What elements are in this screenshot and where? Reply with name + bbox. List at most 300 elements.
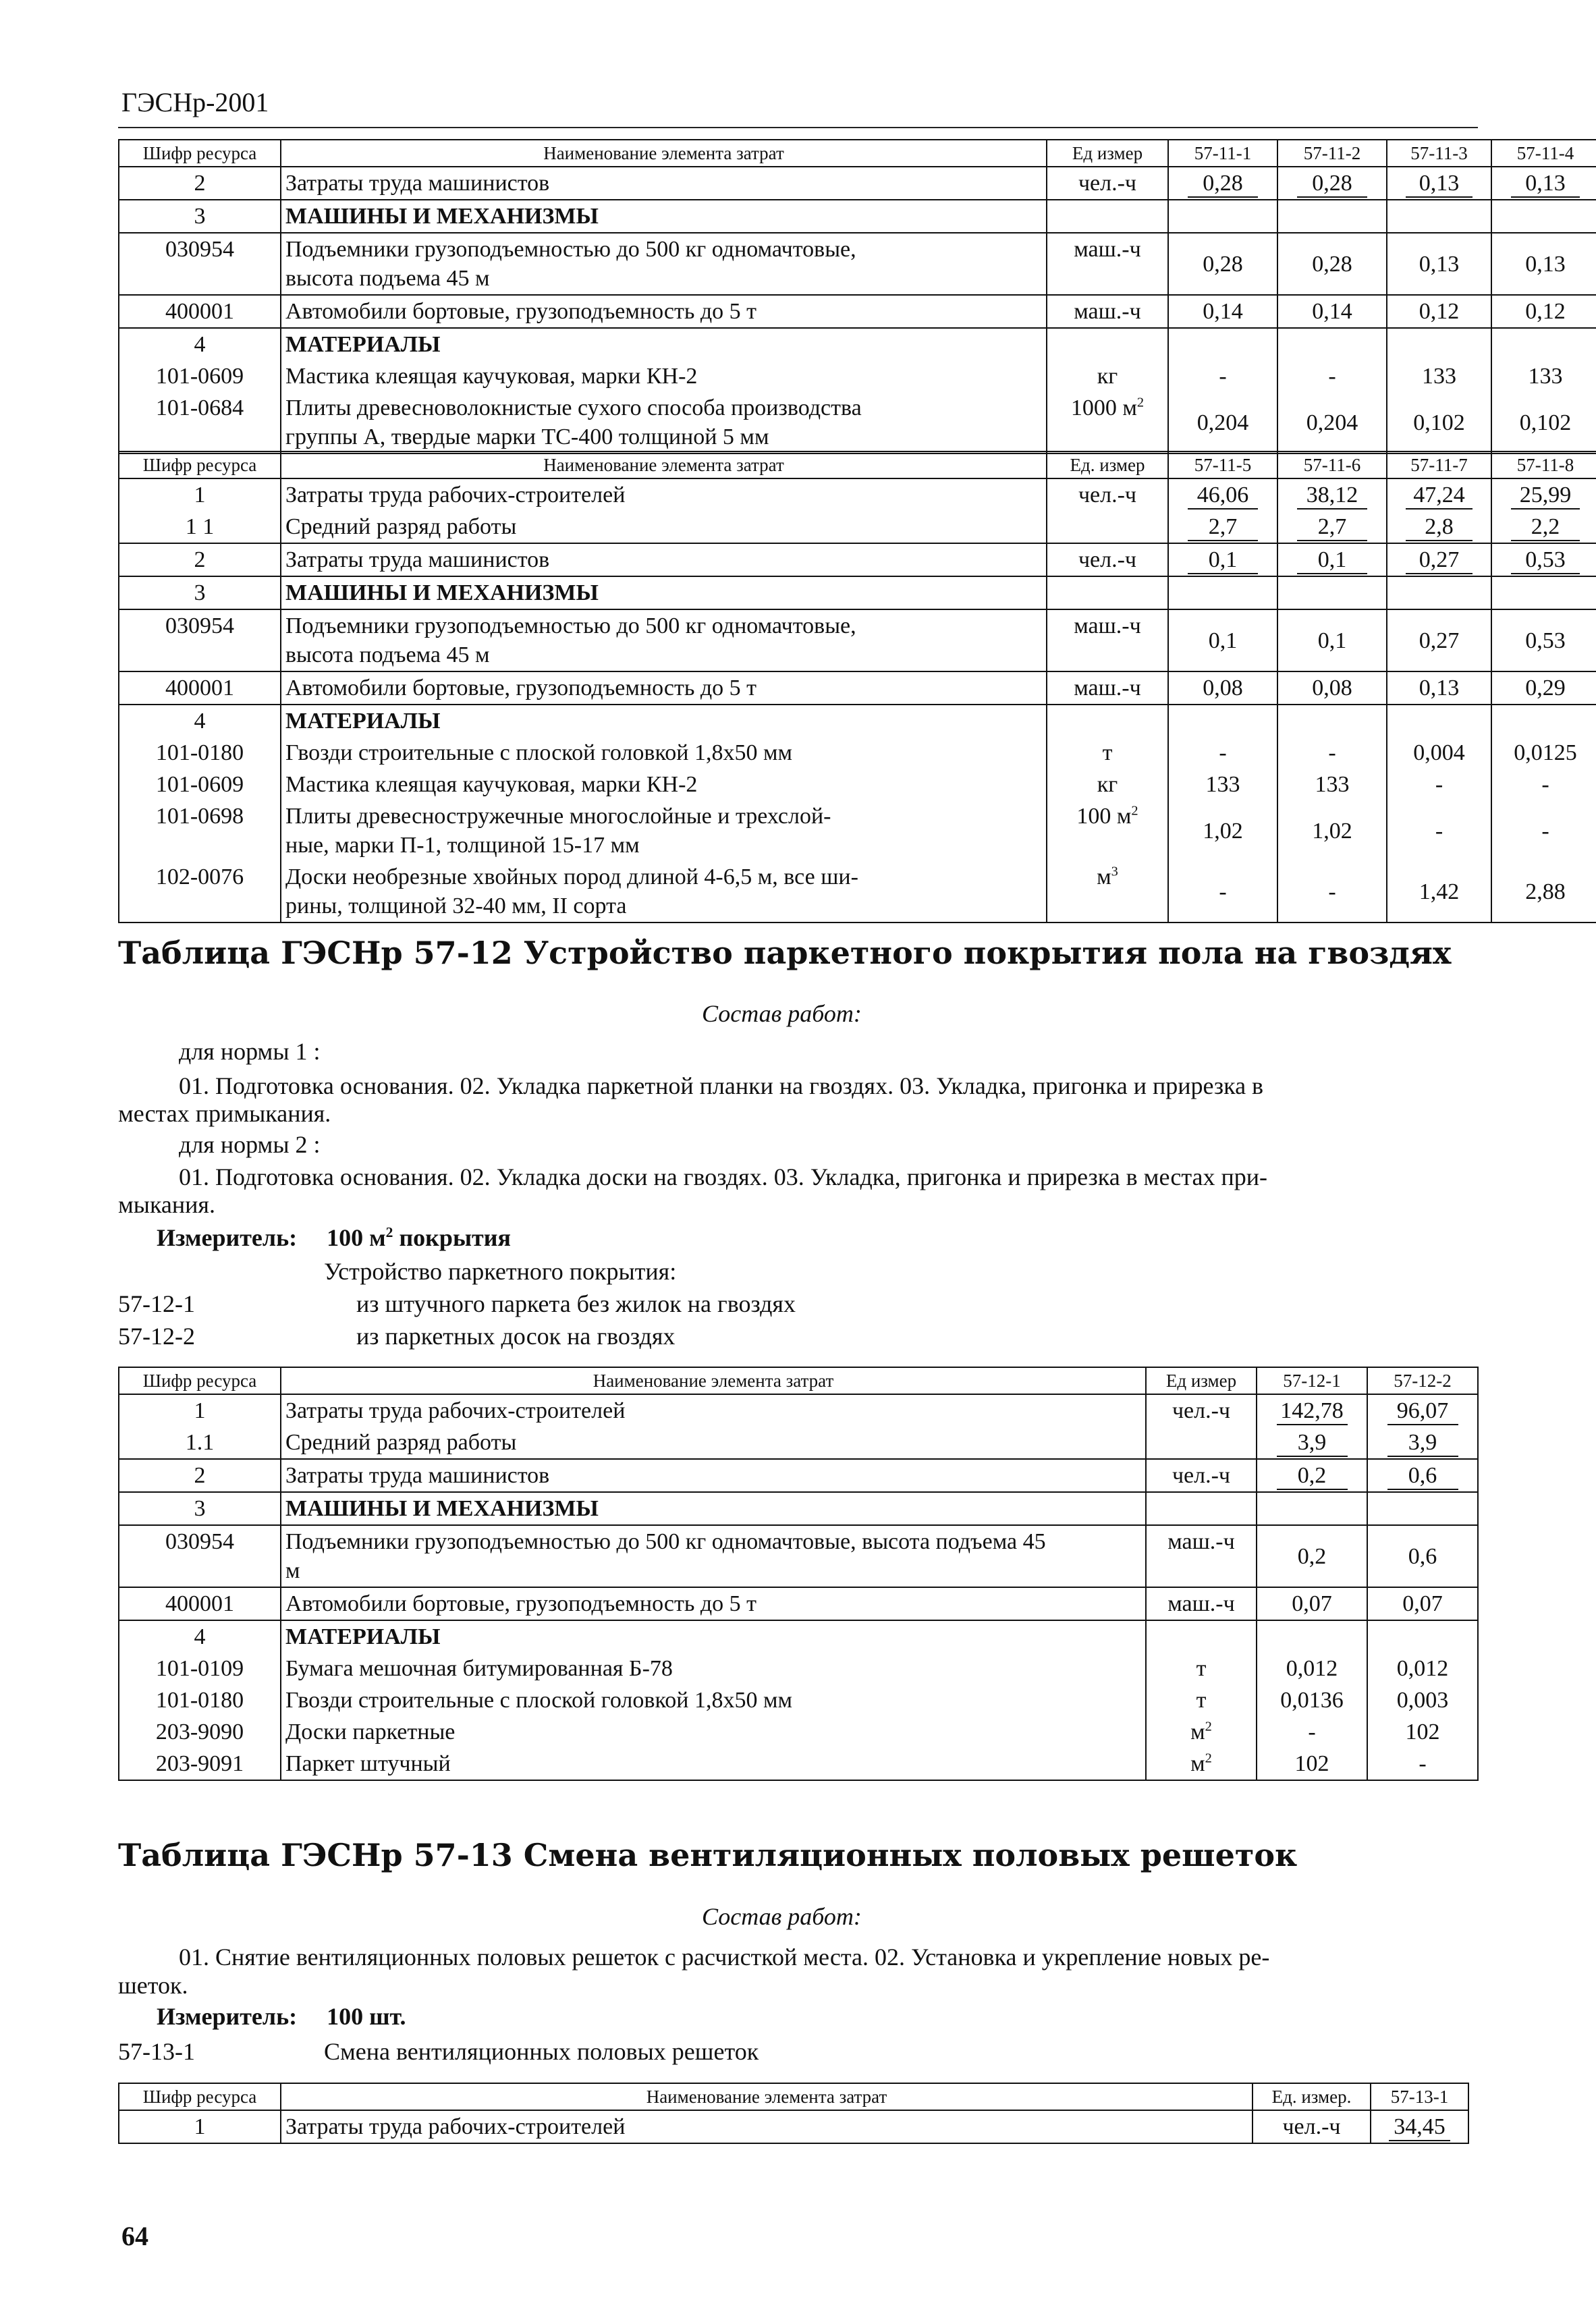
unit — [1047, 800, 1168, 861]
norm1-label: для нормы 1 : — [179, 1038, 321, 1065]
norm-value — [1387, 769, 1491, 800]
norm-value — [1387, 511, 1491, 543]
norm-value-text: 0,28 — [1203, 251, 1243, 277]
table-row — [119, 671, 1596, 705]
norm-value-text: 0,1 — [1297, 547, 1367, 574]
norm-value-text: 0,012 — [1396, 1656, 1449, 1681]
resource-code: 3 — [119, 200, 281, 233]
norm-value — [1257, 1684, 1367, 1716]
norm-value-text: 0,6 — [1387, 1463, 1458, 1490]
resource-code: 030954 — [119, 233, 281, 295]
resource-name — [281, 328, 1047, 360]
unit-text: маш.-ч — [1074, 299, 1141, 324]
resource-code: 400001 — [119, 295, 281, 328]
norm-value — [1387, 167, 1491, 200]
resource-code: 2 — [119, 543, 281, 576]
resource-name — [281, 167, 1047, 200]
norm1-text-line2: местах примыкания. — [118, 1100, 331, 1127]
resource-name-line: Гвозди строительные с плоской головкой 1,8x50 мм — [285, 1688, 792, 1713]
resource-name — [281, 1525, 1146, 1587]
norm-value — [1277, 609, 1387, 671]
norm-value — [1277, 737, 1387, 769]
unit-sup: 2 — [1136, 395, 1145, 410]
resource-name-line: Доски паркетные — [285, 1719, 456, 1744]
table-row — [119, 543, 1596, 576]
norm-value — [1257, 1459, 1367, 1492]
resource-name — [281, 705, 1047, 737]
norm-value — [1491, 861, 1596, 923]
table-title-57-13: Таблица ГЭСНр 57-13 Смена вентиляционных половых решеток — [118, 1837, 1298, 1873]
resource-name-line2: высота подъема 45 м — [285, 642, 490, 667]
norm-value — [1387, 737, 1491, 769]
norm-value — [1168, 671, 1277, 705]
resource-name-line: Паркет штучный — [285, 1751, 451, 1776]
table-row — [119, 1716, 1478, 1748]
norm-value — [1257, 1716, 1367, 1748]
norm-value — [1257, 1748, 1367, 1780]
resource-name — [281, 543, 1047, 576]
norm-value-text: 0,28 — [1312, 251, 1352, 277]
norm-value — [1491, 609, 1596, 671]
resource-name — [281, 1427, 1146, 1459]
unit-text: чел.-ч — [1078, 483, 1137, 507]
resource-name-line: Гвозди строительные с плоской головкой 1,8x50 мм — [285, 740, 792, 765]
norm-value — [1277, 478, 1387, 511]
norm-value — [1168, 511, 1277, 543]
unit — [1047, 705, 1168, 737]
resource-name-line2: м — [285, 1558, 300, 1583]
table-row — [119, 392, 1596, 453]
table-row — [119, 2110, 1468, 2143]
resource-name — [281, 1587, 1146, 1620]
norm-value-text: 0,53 — [1511, 547, 1580, 574]
norm-value — [1387, 543, 1491, 576]
unit-text: маш.-ч — [1074, 613, 1141, 638]
norm-value-text: 0,28 — [1297, 171, 1367, 198]
norm-value — [1387, 295, 1491, 328]
resource-name — [281, 1653, 1146, 1684]
table-row — [119, 167, 1596, 200]
unit — [1047, 167, 1168, 200]
column-header: Ед измер — [1047, 140, 1168, 167]
norm-value — [1491, 705, 1596, 737]
composition-label-57-13: Состав работ: — [702, 1903, 862, 1930]
resource-name — [281, 671, 1047, 705]
norm-value — [1387, 328, 1491, 360]
norm-value-text: 133 — [1315, 772, 1350, 797]
norm-value — [1371, 2110, 1468, 2143]
resource-code: 3 — [119, 1492, 281, 1525]
column-header: Наименование элемента затрат — [281, 1367, 1146, 1394]
resource-name-line: Мастика клеящая каучуковая, марки КН-2 — [285, 364, 698, 389]
norm-value — [1387, 705, 1491, 737]
norm-value — [1367, 1716, 1478, 1748]
norm-value-text: 142,78 — [1277, 1398, 1348, 1425]
norm-value — [1491, 233, 1596, 295]
norm-value-text: 0,12 — [1525, 299, 1566, 324]
unit-text: т — [1196, 1688, 1207, 1713]
resource-name-line: Затраты труда машинистов — [285, 171, 550, 196]
norm-value — [1491, 800, 1596, 861]
norm-value-text: 34,45 — [1389, 2114, 1451, 2141]
unit — [1047, 233, 1168, 295]
table-row — [119, 1684, 1478, 1716]
table-row — [119, 1427, 1478, 1459]
resource-code: 102-0076 — [119, 861, 281, 923]
column-header: 57-11-4 — [1491, 140, 1596, 167]
resource-name — [281, 576, 1047, 609]
resource-code: 1 1 — [119, 511, 281, 543]
resource-name-line: Затраты труда рабочих-строителей — [285, 1398, 626, 1423]
column-header: 57-11-5 — [1168, 451, 1277, 478]
norm-value — [1491, 576, 1596, 609]
resource-name — [281, 800, 1047, 861]
norm-value — [1277, 295, 1387, 328]
norm-value-text: 0,14 — [1312, 299, 1352, 324]
norm-value-text: - — [1541, 818, 1549, 844]
table-row — [119, 1492, 1478, 1525]
resource-name — [281, 295, 1047, 328]
unit — [1047, 737, 1168, 769]
unit — [1047, 295, 1168, 328]
resource-code: 4 — [119, 328, 281, 360]
meter-line-57-12 — [157, 1223, 511, 1253]
norm-value — [1277, 576, 1387, 609]
resource-name — [281, 861, 1047, 923]
unit — [1047, 511, 1168, 543]
page-number: 64 — [121, 2221, 148, 2251]
resource-name — [281, 200, 1047, 233]
norm-value-text: 2,2 — [1511, 514, 1580, 541]
norm-value — [1277, 233, 1387, 295]
norm-value — [1257, 1427, 1367, 1459]
unit-text: т — [1196, 1656, 1207, 1681]
unit-text: чел.-ч — [1172, 1463, 1231, 1488]
resource-name — [281, 478, 1047, 511]
unit — [1253, 2110, 1371, 2143]
norm-value — [1387, 800, 1491, 861]
resource-name-line: Подъемники грузоподъемностью до 500 кг одномачтовые, — [285, 237, 856, 262]
norm-value — [1367, 1394, 1478, 1427]
norm-value — [1257, 1587, 1367, 1620]
column-header: Шифр ресурса — [119, 140, 281, 167]
norm-value-text: 0,07 — [1402, 1591, 1443, 1616]
resource-name-line2: группы А, твердые марки ТС-400 толщиной 5 мм — [285, 424, 769, 449]
norm-value-text: - — [1328, 879, 1336, 904]
resource-name — [281, 233, 1047, 295]
resource-name-line: Затраты труда машинистов — [285, 1463, 550, 1488]
meter-sup: 2 — [385, 1224, 393, 1240]
unit — [1047, 671, 1168, 705]
resource-code: 400001 — [119, 1587, 281, 1620]
table-row — [119, 737, 1596, 769]
norm-value-text: 1,42 — [1419, 879, 1460, 904]
unit — [1146, 1620, 1257, 1653]
norm-value — [1387, 392, 1491, 453]
norm-value-text: 0,27 — [1419, 628, 1460, 653]
unit-text: кг — [1097, 772, 1118, 797]
norm-value-text: 133 — [1422, 364, 1456, 389]
table-row — [119, 1587, 1478, 1620]
norm-value-text: - — [1219, 364, 1227, 389]
resource-name — [281, 1459, 1146, 1492]
norm-value — [1168, 576, 1277, 609]
norm-value — [1491, 360, 1596, 392]
norm-value-text: 0,13 — [1419, 676, 1460, 700]
norm-value-text: 1,02 — [1312, 818, 1352, 844]
norm-value-text: 0,0125 — [1514, 740, 1577, 765]
norm-value-text: 0,27 — [1406, 547, 1473, 574]
norm-value — [1277, 200, 1387, 233]
meter-tail: покрытия — [393, 1224, 511, 1251]
unit — [1047, 609, 1168, 671]
norm-value-text: 0,53 — [1525, 628, 1566, 653]
unit — [1146, 1716, 1257, 1748]
unit — [1047, 576, 1168, 609]
unit — [1047, 392, 1168, 453]
unit-text: чел.-ч — [1172, 1398, 1231, 1423]
column-header: 57-11-1 — [1168, 140, 1277, 167]
resource-code: 1 — [119, 2110, 281, 2143]
unit-text: м — [1097, 864, 1111, 889]
resource-code: 1.1 — [119, 1427, 281, 1459]
unit-sup: 2 — [1205, 1719, 1212, 1734]
unit-text: 100 м — [1076, 804, 1132, 829]
column-header: 57-11-8 — [1491, 451, 1596, 478]
table-row — [119, 295, 1596, 328]
norm-value-text: 0,004 — [1413, 740, 1465, 765]
column-header: Ед. измер — [1047, 451, 1168, 478]
table-row — [119, 200, 1596, 233]
resource-code: 101-0609 — [119, 769, 281, 800]
unit — [1146, 1492, 1257, 1525]
resource-name-line: Плиты древесноволокнистые сухого способа производства — [285, 395, 862, 420]
norm-value — [1257, 1525, 1367, 1587]
norm-value — [1387, 671, 1491, 705]
table-row — [119, 1394, 1478, 1427]
norm-value-text: 0,08 — [1203, 676, 1243, 700]
resource-code: 101-0180 — [119, 1684, 281, 1716]
column-header: Шифр ресурса — [119, 451, 281, 478]
resource-code: 4 — [119, 705, 281, 737]
resource-code: 030954 — [119, 1525, 281, 1587]
item-code-57-12-2: 57-12-2 — [118, 1323, 195, 1350]
header-row — [119, 1367, 1478, 1394]
resource-name-line: МАТЕРИАЛЫ — [285, 1624, 441, 1649]
norm-value-text: 0,2 — [1297, 1543, 1327, 1569]
unit-text: чел.-ч — [1078, 171, 1137, 196]
norm-value-text: 133 — [1528, 364, 1563, 389]
norm-value — [1387, 360, 1491, 392]
norm-value — [1168, 478, 1277, 511]
norm-value — [1491, 769, 1596, 800]
norm-value — [1387, 861, 1491, 923]
norm-value — [1277, 328, 1387, 360]
table-row — [119, 800, 1596, 861]
resource-name-line: Средний разряд работы — [285, 514, 517, 539]
resource-code: 101-0684 — [119, 392, 281, 453]
norm-value — [1257, 1394, 1367, 1427]
norm-value — [1168, 392, 1277, 453]
norm-value — [1257, 1620, 1367, 1653]
column-header: Шифр ресурса — [119, 2083, 281, 2110]
item-text-57-12-2: из паркетных досок на гвоздях — [356, 1323, 676, 1350]
norm-value-text: 2,8 — [1406, 514, 1473, 541]
norm-value-text: 0,204 — [1306, 410, 1358, 435]
norm-value — [1168, 328, 1277, 360]
resource-name-line: МАШИНЫ И МЕХАНИЗМЫ — [285, 580, 599, 605]
norm2-label: для нормы 2 : — [179, 1131, 321, 1158]
resource-name-line: МАТЕРИАЛЫ — [285, 709, 441, 734]
meter-label: Измеритель: — [157, 1224, 298, 1251]
resource-name — [281, 1748, 1146, 1780]
norm-value — [1491, 737, 1596, 769]
norm-value-text: 3,9 — [1387, 1430, 1458, 1457]
norm-value — [1168, 800, 1277, 861]
norm-value — [1367, 1653, 1478, 1684]
table-title-57-12: Таблица ГЭСНр 57-12 Устройство паркетного покрытия пола на гвоздях — [118, 935, 1452, 971]
norm2-text-line2: мыкания. — [118, 1191, 215, 1218]
norm-value — [1491, 167, 1596, 200]
meter-value: 100 м — [327, 1224, 386, 1251]
norm-value-text: 38,12 — [1297, 483, 1367, 510]
resource-name — [281, 1684, 1146, 1716]
resource-table-57-11-part1 — [118, 139, 1596, 454]
norm-value-text: 0,13 — [1419, 251, 1460, 277]
norm-value — [1277, 543, 1387, 576]
group-title: Устройство паркетного покрытия: — [324, 1258, 677, 1285]
column-header: Наименование элемента затрат — [281, 451, 1047, 478]
unit-text: маш.-ч — [1074, 237, 1141, 262]
resource-name-line: МАТЕРИАЛЫ — [285, 332, 441, 357]
table-row — [119, 360, 1596, 392]
composition-text-line1: 01. Снятие вентиляционных половых решеток с расчисткой места. 02. Установка и укрепление новых ре- — [179, 1944, 1270, 1971]
norm-value — [1277, 671, 1387, 705]
column-header: Ед измер — [1146, 1367, 1257, 1394]
resource-code: 101-0698 — [119, 800, 281, 861]
unit — [1146, 1394, 1257, 1427]
column-header: 57-11-2 — [1277, 140, 1387, 167]
norm-value-text: 102 — [1294, 1751, 1329, 1776]
item-text-57-13-1: Смена вентиляционных половых решеток — [324, 2038, 759, 2065]
norm-value-text: 0,08 — [1312, 676, 1352, 700]
norm-value-text: 2,7 — [1188, 514, 1258, 541]
norm-value — [1367, 1587, 1478, 1620]
resource-name — [281, 1716, 1146, 1748]
resource-name-line: Автомобили бортовые, грузоподъемность до 5 т — [285, 1591, 757, 1616]
norm-value — [1277, 861, 1387, 923]
resource-name-line: Затраты труда рабочих-строителей — [285, 483, 626, 507]
resource-code: 2 — [119, 167, 281, 200]
norm-value-text: - — [1219, 879, 1227, 904]
norm-value — [1387, 609, 1491, 671]
resource-name-line: Затраты труда машинистов — [285, 547, 550, 572]
table-row — [119, 511, 1596, 543]
norm-value-text: 0,13 — [1525, 251, 1566, 277]
norm-value-text: 96,07 — [1387, 1398, 1458, 1425]
norm-value-text: 0,1 — [1317, 628, 1347, 653]
norm-value — [1491, 392, 1596, 453]
norm-value — [1168, 167, 1277, 200]
table-row — [119, 1653, 1478, 1684]
norm-value — [1168, 360, 1277, 392]
unit-sup: 2 — [1205, 1751, 1212, 1766]
norm-value — [1168, 769, 1277, 800]
resource-code: 1 — [119, 1394, 281, 1427]
norm-value-text: 0,003 — [1396, 1688, 1449, 1713]
column-header: 57-12-2 — [1367, 1367, 1478, 1394]
norm-value — [1277, 769, 1387, 800]
unit-text: маш.-ч — [1167, 1591, 1235, 1616]
resource-name — [281, 609, 1047, 671]
resource-table-57-11-part2 — [118, 451, 1596, 923]
resource-name-line: Мастика клеящая каучуковая, марки КН-2 — [285, 772, 698, 797]
header-row — [119, 140, 1596, 167]
column-header: Ед. измер. — [1253, 2083, 1371, 2110]
resource-code: 203-9091 — [119, 1748, 281, 1780]
norm-value — [1491, 328, 1596, 360]
norm-value — [1277, 511, 1387, 543]
norm-value — [1277, 167, 1387, 200]
table-row — [119, 233, 1596, 295]
norm-value — [1168, 200, 1277, 233]
item-code-57-12-1: 57-12-1 — [118, 1290, 195, 1317]
norm-value — [1491, 511, 1596, 543]
norm-value-text: 0,29 — [1525, 676, 1566, 700]
table-row — [119, 1748, 1478, 1780]
norm-value-text: - — [1308, 1719, 1316, 1744]
resource-table-57-13 — [118, 2083, 1469, 2144]
norm-value — [1367, 1748, 1478, 1780]
unit — [1047, 543, 1168, 576]
norm-value — [1367, 1684, 1478, 1716]
table-row — [119, 1620, 1478, 1653]
column-header: Наименование элемента затрат — [281, 140, 1047, 167]
unit-text: маш.-ч — [1167, 1529, 1235, 1554]
norm-value-text: 0,13 — [1511, 171, 1580, 198]
unit-text: м — [1190, 1751, 1205, 1776]
unit — [1146, 1684, 1257, 1716]
norm-value — [1168, 737, 1277, 769]
unit — [1047, 861, 1168, 923]
header-rule — [118, 127, 1478, 128]
resource-code: 203-9090 — [119, 1716, 281, 1748]
norm-value — [1367, 1427, 1478, 1459]
resource-name — [281, 1394, 1146, 1427]
resource-code: 101-0609 — [119, 360, 281, 392]
item-text-57-12-1: из штучного паркета без жилок на гвоздях — [356, 1290, 796, 1317]
norm-value — [1387, 576, 1491, 609]
norm-value-text: - — [1435, 818, 1443, 844]
resource-code: 101-0180 — [119, 737, 281, 769]
resource-name — [281, 1620, 1146, 1653]
norm-value — [1491, 200, 1596, 233]
norm-value — [1491, 295, 1596, 328]
norm-value — [1387, 233, 1491, 295]
norm1-text-line1: 01. Подготовка основания. 02. Укладка паркетной планки на гвоздях. 03. Укладка, пригонка и прирезка в — [179, 1072, 1264, 1099]
norm-value — [1277, 392, 1387, 453]
resource-name — [281, 1492, 1146, 1525]
norm-value — [1491, 543, 1596, 576]
norm-value-text: 102 — [1405, 1719, 1440, 1744]
resource-name-line: Подъемники грузоподъемностью до 500 кг одномачтовые, — [285, 613, 856, 638]
norm-value — [1387, 478, 1491, 511]
unit — [1146, 1653, 1257, 1684]
table-row — [119, 328, 1596, 360]
unit-text: кг — [1097, 364, 1118, 389]
item-code-57-13-1: 57-13-1 — [118, 2038, 195, 2065]
norm-value-text: 0,1 — [1188, 547, 1258, 574]
